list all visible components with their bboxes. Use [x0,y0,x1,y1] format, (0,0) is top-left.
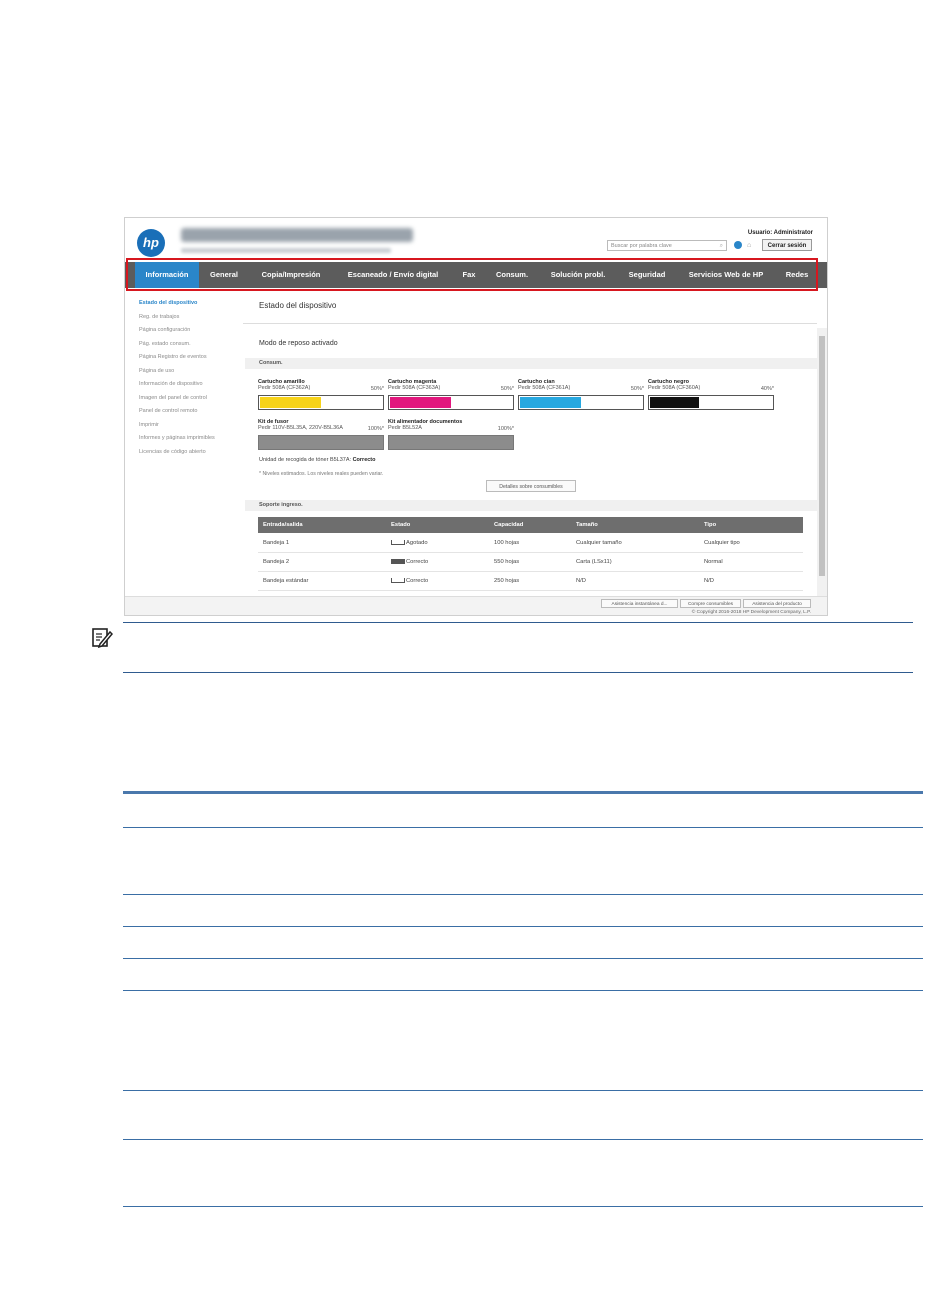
sidebar-item-imagen-panel[interactable]: Imagen del panel de control [139,394,207,401]
collection-unit-status [259,457,376,463]
product-support-button[interactable]: Asistencia del producto [743,599,811,608]
cartridge-level-bar [518,395,644,410]
tab-consum[interactable]: Consum. [495,270,529,279]
col-tamano: Tamaño [576,522,598,528]
cartridge-name: Cartucho negro [648,379,689,385]
note-icon [91,627,113,649]
cell-estado-text: Agotado [406,540,428,546]
cartridge-percent: 50%* [370,386,384,392]
table-row [258,553,803,572]
cartridge-yellow [258,379,384,391]
scrollbar[interactable] [817,328,827,596]
table-rule [123,827,923,828]
tab-escaneado[interactable]: Escaneado / Envío digital [347,270,439,279]
cell-tamano: Carta (LSx11) [576,559,612,565]
kit-percent: 100%* [497,426,514,432]
table-rule [123,1090,923,1091]
table-rule [123,990,923,991]
table-rule [123,1206,923,1207]
cell-estado-text: Correcto [406,578,429,584]
search-icon[interactable]: ⌕ [719,243,723,249]
sidebar-item-registro-eventos[interactable]: Página Registro de eventos [139,354,207,360]
kit-name: Kit de fusor [258,419,289,425]
cartridge-part: Pedir 508A (CF363A) [388,385,441,391]
sidebar-item-configuracion[interactable]: Página configuración [139,327,191,333]
media-section-bar [245,500,817,511]
sidebar-item-licencias[interactable]: Licencias de código abierto [139,448,206,455]
table-rule [123,958,923,959]
ews-footer [125,596,827,616]
cell-estado [391,553,428,571]
page-title: Estado del dispositivo [259,301,337,310]
cartridge-level-fill [520,397,581,408]
consum-section-bar [245,358,817,369]
cartridge-level-bar [258,395,384,410]
kit-percent: 100%* [367,426,384,432]
blurred-product-title [181,228,413,242]
cell-tipo: Cualquier tipo [704,540,740,546]
collection-unit-label: Unidad de recogida de tóner B5L37A: [259,457,352,463]
cartridge-magenta [388,379,514,391]
cartridge-name: Cartucho amarillo [258,379,305,385]
sidebar-item-info-dispositivo[interactable]: Información de dispositivo [139,381,203,387]
cell-tamano: N/D [576,578,586,584]
kit-alimentador [388,419,514,431]
nav-highlight-box [126,258,818,291]
ews-header [125,218,827,262]
cell-capacidad: 100 hojas [494,540,520,546]
cartridge-name: Cartucho magenta [388,379,437,385]
supplies-details-button[interactable]: Detalles sobre consumibles [486,480,576,492]
sidebar-item-estado-consum[interactable]: Pág. estado consum. [139,340,191,347]
cell-tamano: Cualquier tamaño [576,540,622,546]
instant-support-button[interactable]: Asistencia instantánea d... [601,599,678,608]
cartridge-percent: 50%* [630,386,644,392]
tab-servicios-web[interactable]: Servicios Web de HP [688,270,764,279]
kit-level-bar [388,435,514,450]
col-estado: Estado [391,522,411,528]
copyright: © Copyright 2016-2018 HP Development Company, L.P. [691,610,811,615]
kit-part: Pedir 110V-B5L35A, 220V-B5L36A [258,425,343,431]
media-section-label: Soporte ingreso. [259,502,303,508]
cartridge-level-bar [388,395,514,410]
table-row [258,534,803,553]
hp-logo: hp [137,229,165,257]
kit-level-bar [258,435,384,450]
search-input[interactable] [607,240,727,251]
scrollbar-thumb[interactable] [819,336,825,576]
consum-section-label: Consum. [259,360,283,366]
sidebar [125,288,244,615]
tray-full-icon [391,559,405,564]
sidebar-item-uso[interactable]: Página de uso [139,367,175,374]
note-bottom-rule [123,672,913,673]
search-placeholder: Buscar por palabra clave [611,243,672,249]
tab-solucion-probl[interactable]: Solución probl. [550,270,606,279]
help-icon[interactable] [734,241,742,249]
tab-general[interactable]: General [210,270,238,279]
sidebar-item-reg-trabajos[interactable]: Reg. de trabajos [139,313,180,320]
cartridge-part: Pedir 508A (CF362A) [258,385,311,391]
cartridge-part: Pedir 508A (CF361A) [518,385,571,391]
media-table-header [258,517,803,533]
sidebar-item-informes[interactable]: Informes y páginas imprimibles [139,435,215,441]
col-capacidad: Capacidad [494,522,524,528]
cell-capacidad: 550 hojas [494,559,520,565]
table-rule [123,926,923,927]
table-top-rule [123,791,923,794]
tab-seguridad[interactable]: Seguridad [628,270,666,279]
cartridge-black [648,379,774,391]
table-row [258,572,803,591]
cartridge-level-bar [648,395,774,410]
tab-fax[interactable]: Fax [462,270,476,279]
col-entrada: Entrada/salida [263,522,303,528]
tab-copia-impresion[interactable]: Copia/Impresión [261,270,321,279]
cartridge-level-fill [390,397,451,408]
sleep-mode-text: Modo de reposo activado [259,340,338,347]
kit-part: Pedir B5L52A [388,425,422,431]
title-divider [243,323,817,324]
sidebar-item-estado[interactable]: Estado del dispositivo [139,300,198,306]
table-rule [123,1139,923,1140]
kit-name: Kit alimentador documentos [388,419,463,425]
buy-supplies-button[interactable]: Compre consumibles [680,599,741,608]
cartridge-level-fill [260,397,321,408]
cell-estado-text: Correcto [406,559,429,565]
cartridge-name: Cartucho cian [518,379,555,385]
logout-button[interactable]: Cerrar sesión [762,239,812,251]
user-label: Usuario: Administrator [747,230,813,236]
tab-informacion[interactable]: Información [135,262,199,288]
sidebar-item-panel-remoto[interactable]: Panel de control remoto [139,408,198,414]
cell-estado [391,572,428,590]
tab-redes[interactable]: Redes [785,270,809,279]
cell-estado [391,534,428,552]
cell-capacidad: 250 hojas [494,578,520,584]
cartridge-percent: 40%* [760,386,774,392]
blurred-product-subtitle [181,248,391,253]
estimate-note: * Niveles estimados. Los niveles reales pueden variar. [259,471,384,477]
note-top-rule [123,622,913,623]
table-rule [123,894,923,895]
cartridge-part: Pedir 508A (CF360A) [648,385,701,391]
home-icon[interactable]: ⌂ [747,242,752,249]
cartridge-percent: 50%* [500,386,514,392]
sidebar-item-imprimir[interactable]: Imprimir [139,421,159,428]
cell-entrada: Bandeja 2 [263,559,290,565]
tray-icon [391,578,405,583]
cartridge-cyan [518,379,644,391]
cell-tipo: N/D [704,578,714,584]
cell-entrada: Bandeja 1 [263,540,290,546]
kit-fusor [258,419,384,431]
collection-unit-value: Correcto [352,457,376,463]
cartridge-level-fill [650,397,699,408]
col-tipo: Tipo [704,522,717,528]
tray-empty-icon [391,540,405,545]
cell-tipo: Normal [704,559,723,565]
cell-entrada: Bandeja estándar [263,578,309,584]
